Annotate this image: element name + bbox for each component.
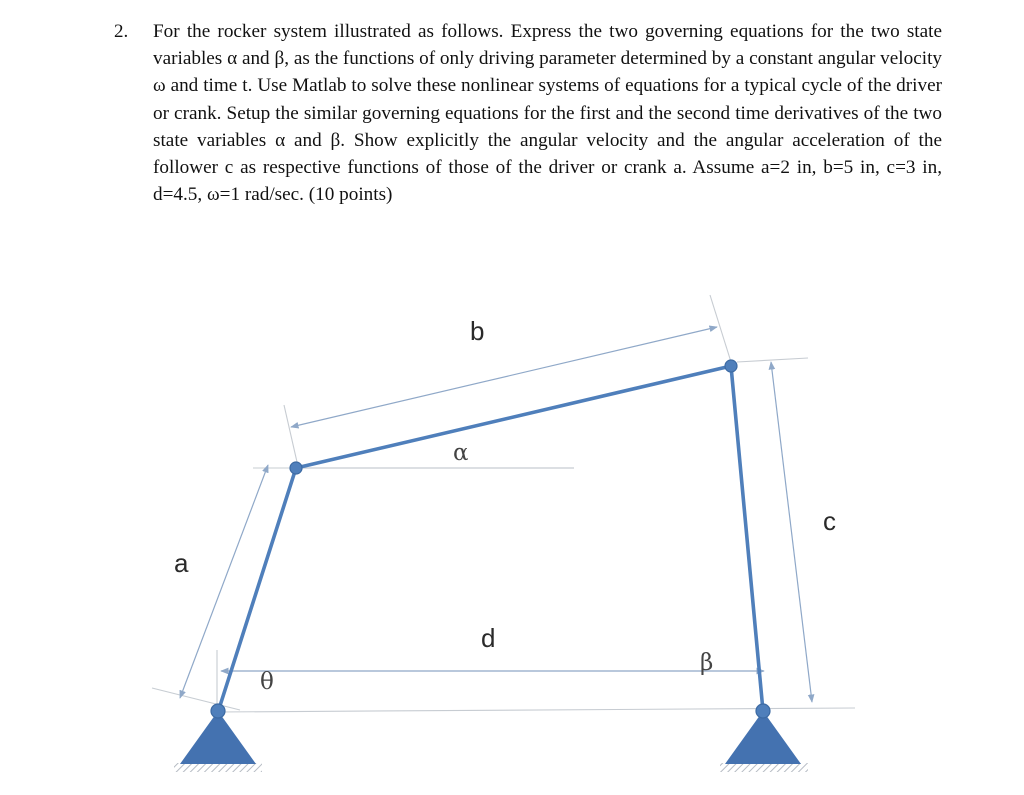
link-b-coupler <box>296 366 731 468</box>
joint-ground-right <box>756 704 770 718</box>
joint-ground-left <box>211 704 225 718</box>
dimension-a <box>180 465 268 698</box>
dimension-c <box>771 362 812 702</box>
dimension-b <box>291 327 717 427</box>
joint-coupler-follower <box>725 360 737 372</box>
label-a: a <box>174 548 189 578</box>
label-alpha: α <box>453 440 469 466</box>
label-b: b <box>470 316 485 346</box>
link-a-crank <box>218 468 296 712</box>
label-c: c <box>823 506 836 536</box>
ground-support-right <box>720 711 808 772</box>
problem-statement: For the rocker system illustrated as follows. Express the two governing equations for the two state variables α and β, as the functions of only driving parameter determined by a constant angular velocity ω and time t. Use Matlab to solve these nonlinear systems of equations for a typical cycle of the driver or crank. Setup the similar governing equations for the first and the second time derivatives of the two state variables α and β. Show explicitly the angular velocity and the angular acceleration of the follower c as respective functions of those of the driver or crank a. Assume a=2 in, b=5 in, c=3 in, d=4.5, ω=1 rad/sec. (10 points) <box>153 21 942 206</box>
dimension-lines <box>180 327 812 702</box>
ground-support-left <box>174 711 262 772</box>
links <box>218 366 763 712</box>
problem-number: 2. <box>114 21 129 42</box>
label-theta: θ <box>260 669 274 695</box>
extension-lines <box>152 295 855 712</box>
label-beta: β <box>700 650 714 676</box>
link-c-follower <box>731 366 763 711</box>
label-d: d <box>481 623 496 653</box>
joint-crank-coupler <box>290 462 302 474</box>
